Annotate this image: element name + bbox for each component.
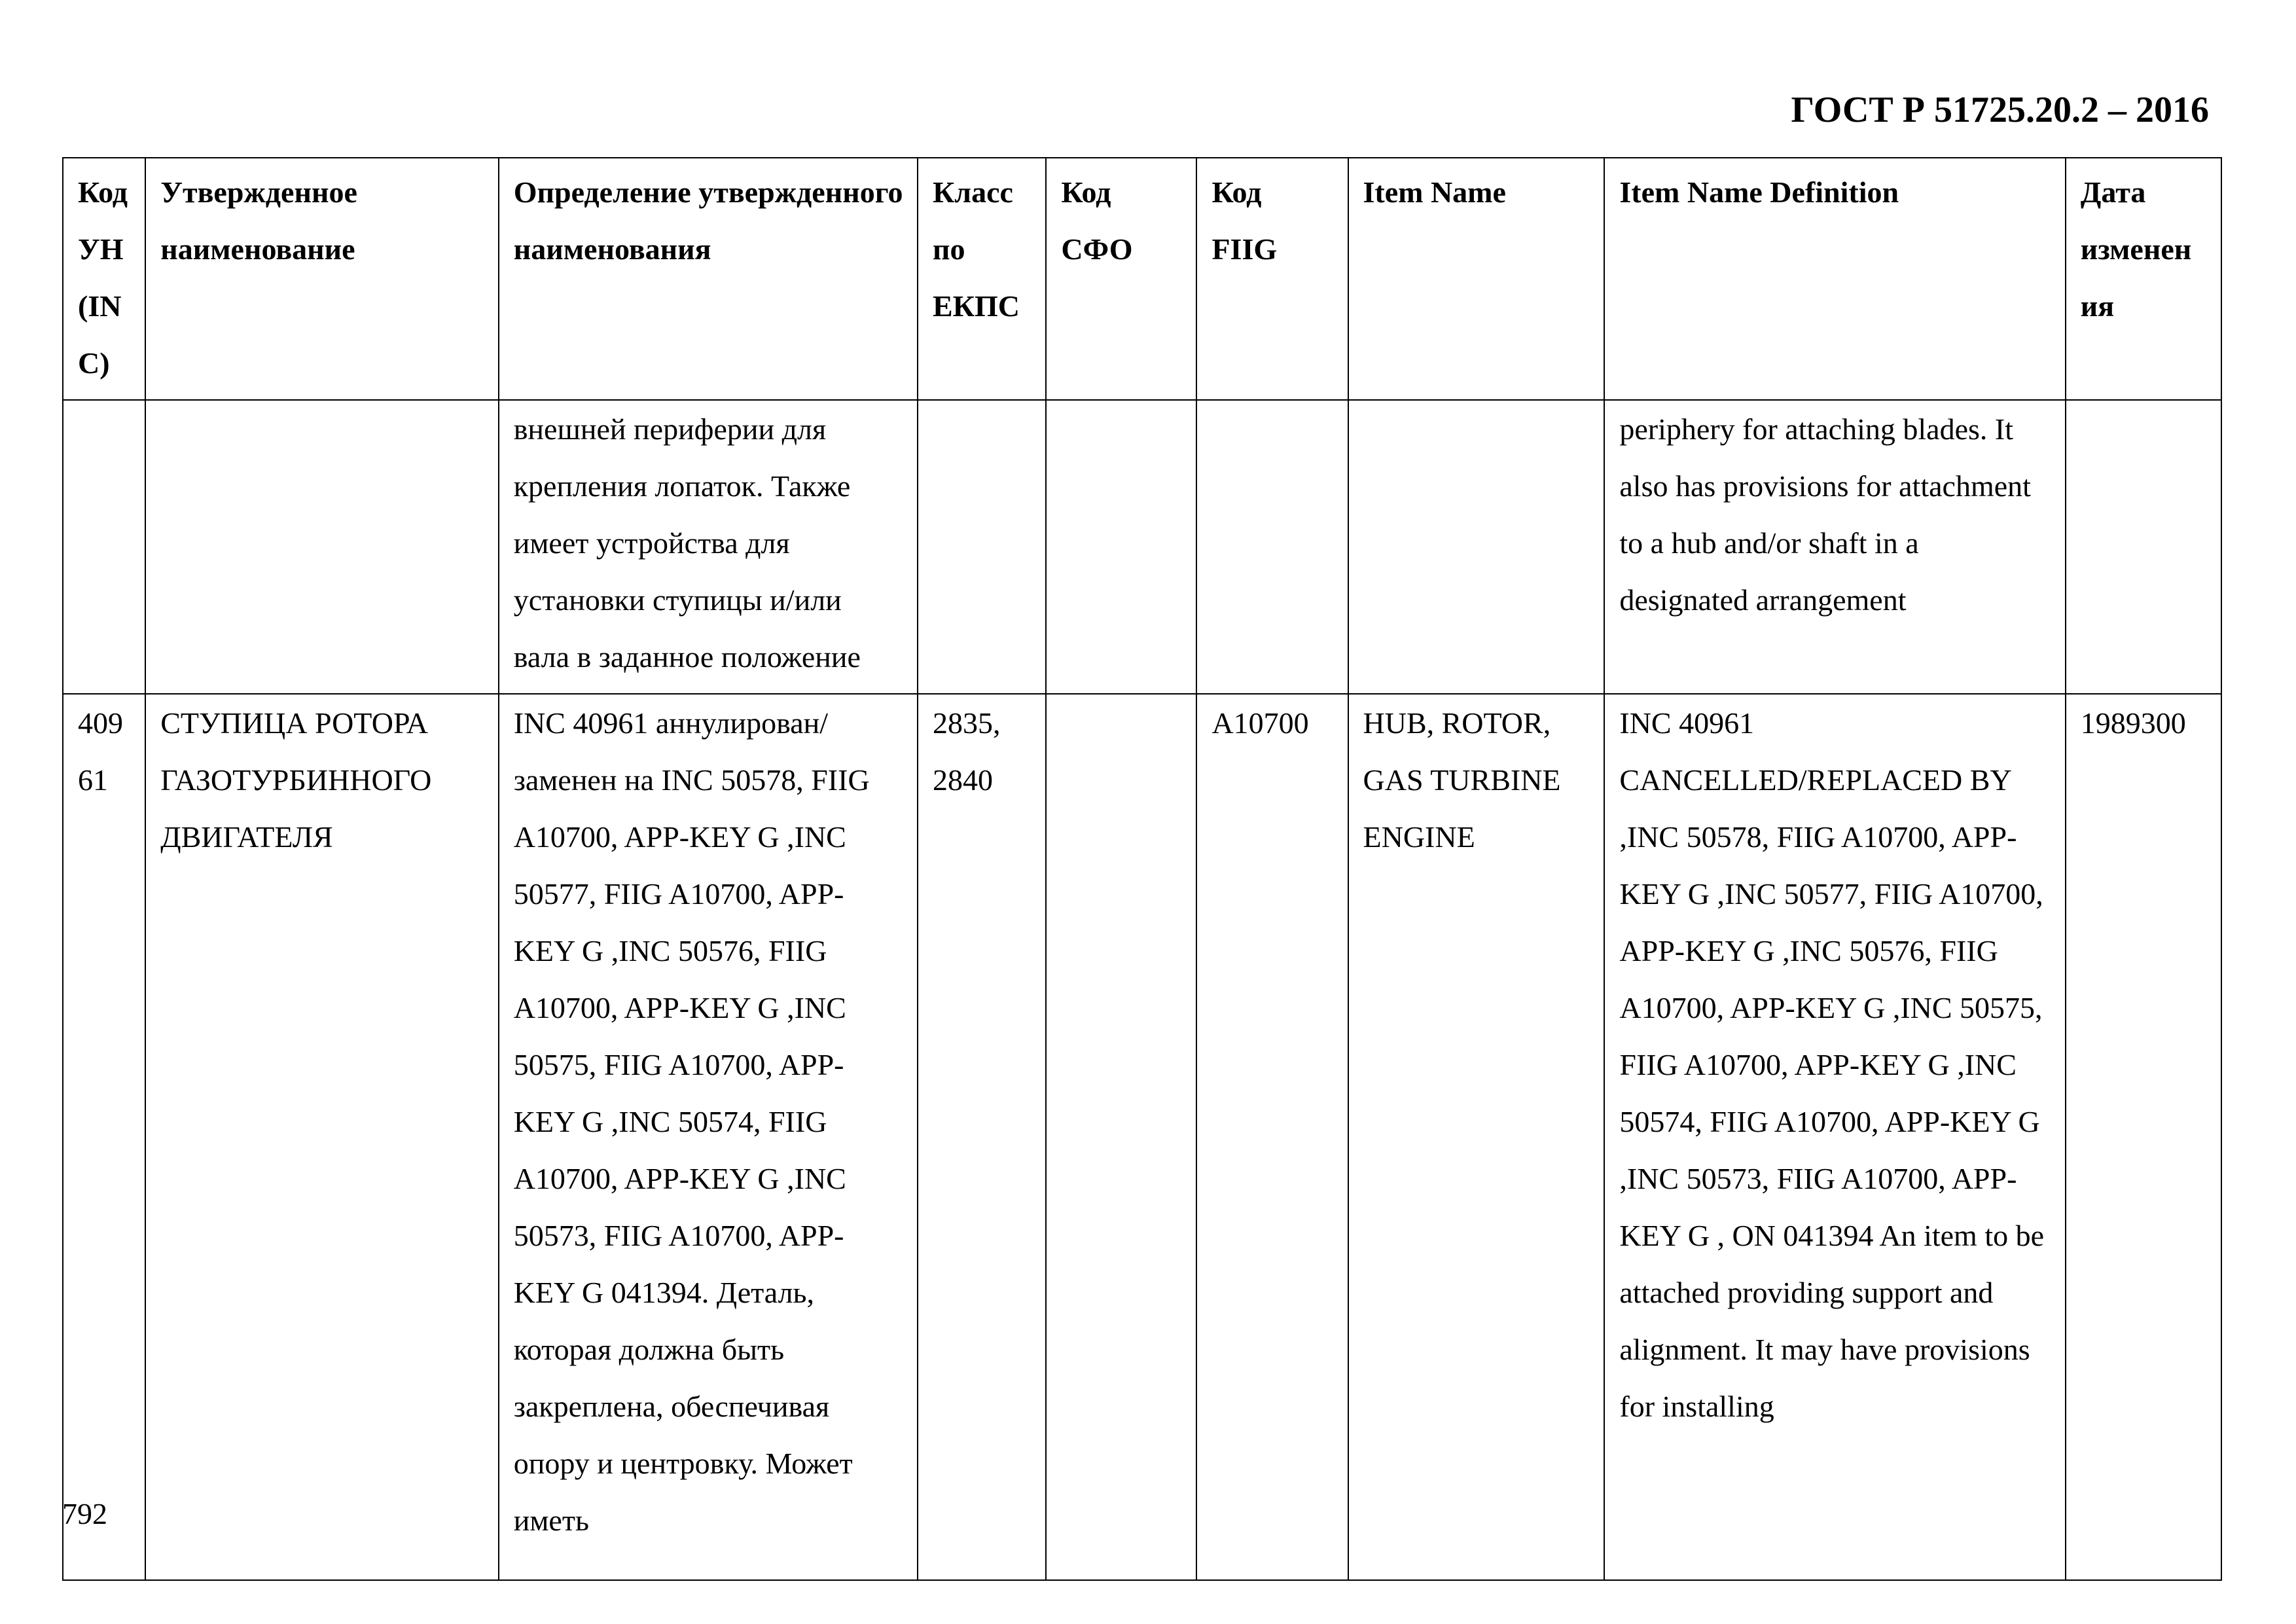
- cell-definition: INC 40961 аннулирован/ заменен на INC 50578, FIIG A10700, APP-KEY G ,INC 50577, FIIG A10700, APP-KEY G ,INC 50576, FIIG A10700, APP-KEY G ,INC 50575, FIIG A10700, APP-KEY G ,INC 50574, FIIG A10700, APP-KEY G ,INC 50573, FIIG A10700, APP-KEY G 041394. Деталь, которая должна быть закреплена, обеспечивая опору и центровку. Может иметь: [499, 694, 918, 1580]
- cell-date: [2066, 400, 2221, 694]
- cell-inc: [63, 400, 145, 694]
- header-approved-name-definition: Определение утвержденного наименования: [499, 158, 918, 400]
- cell-sfo: [1046, 400, 1196, 694]
- header-item-name-definition: Item Name Definition: [1604, 158, 2065, 400]
- cell-item-name: HUB, ROTOR, GAS TURBINE ENGINE: [1348, 694, 1605, 1580]
- cell-item-definition: periphery for attaching blades. It also has provisions for attachment to a hub and/or shaft in a designated arrangement: [1604, 400, 2065, 694]
- header-change-date: Дата изменения: [2066, 158, 2221, 400]
- document-header-standard: ГОСТ Р 51725.20.2 – 2016: [1791, 90, 2209, 130]
- header-ekps-class: Класс по ЕКПС: [918, 158, 1046, 400]
- cell-date: 1989300: [2066, 694, 2221, 1580]
- table-row: [63, 694, 2221, 1580]
- cell-definition: внешней периферии для крепления лопаток. Также имеет устройства для установки ступицы и/или вала в заданное положение: [499, 400, 918, 694]
- table-header-row: [63, 158, 2221, 400]
- cell-name: [145, 400, 498, 694]
- header-approved-name: Утвержденное наименование: [145, 158, 498, 400]
- cell-inc: 40961: [63, 694, 145, 1580]
- inc-table: [62, 157, 2222, 1581]
- header-fiig-code: Код FIIG: [1196, 158, 1348, 400]
- cell-name: СТУПИЦА РОТОРА ГАЗОТУРБИННОГО ДВИГАТЕЛЯ: [145, 694, 498, 1580]
- cell-fiig: A10700: [1196, 694, 1348, 1580]
- cell-sfo: [1046, 694, 1196, 1580]
- header-inc-code: Код УН (INC): [63, 158, 145, 400]
- cell-class: 2835, 2840: [918, 694, 1046, 1580]
- header-sfo-code: Код СФО: [1046, 158, 1196, 400]
- header-item-name: Item Name: [1348, 158, 1605, 400]
- cell-fiig: [1196, 400, 1348, 694]
- page-number: 792: [62, 1497, 107, 1530]
- cell-item-name: [1348, 400, 1605, 694]
- cell-class: [918, 400, 1046, 694]
- cell-item-definition: INC 40961 CANCELLED/REPLACED BY ,INC 50578, FIIG A10700, APP-KEY G ,INC 50577, FIIG A10700, APP-KEY G ,INC 50576, FIIG A10700, APP-KEY G ,INC 50575, FIIG A10700, APP-KEY G ,INC 50574, FIIG A10700, APP-KEY G ,INC 50573, FIIG A10700, APP-KEY G , ON 041394 An item to be attached providing support and alignment. It may have provisions for installing: [1604, 694, 2065, 1580]
- table-row: [63, 400, 2221, 694]
